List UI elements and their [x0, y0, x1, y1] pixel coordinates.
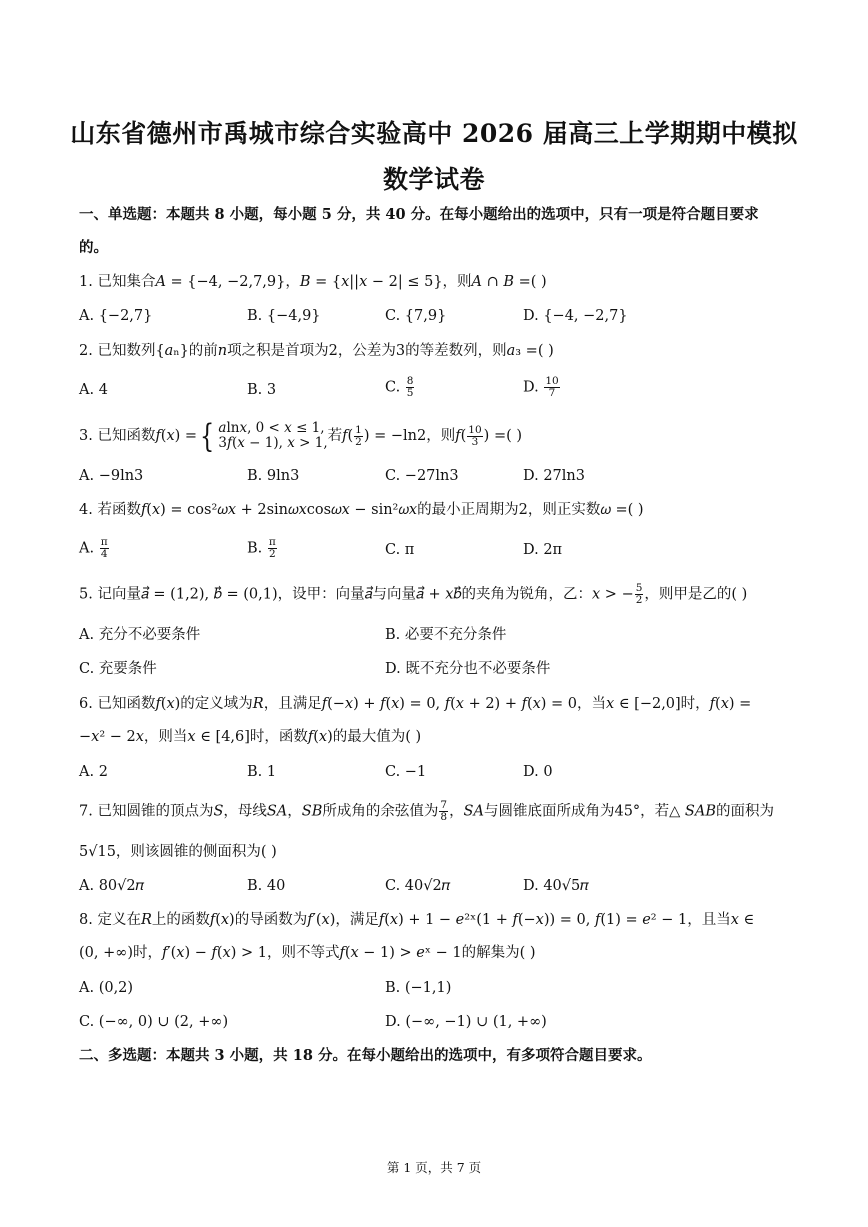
q3-option-c: C. −27ln3 [385, 468, 459, 484]
q2-option-d-label: D. [523, 379, 539, 396]
q3-ten-thirds-fraction: $\frac{10}{3}$ [468, 423, 482, 448]
q3-half-fraction: $\frac{1}{2}$ [355, 423, 362, 448]
q5-option-d: D. 既不充分也不必要条件 [385, 661, 551, 677]
q4-option-a: A. $\frac{\pi}{4}$ [79, 536, 108, 560]
q1-option-a: A. {−2,7} [79, 308, 153, 324]
question-7-stem: 7. 已知圆锥的顶点为𝑆，母线𝑆𝐴，𝑆𝐵所成角的余弦值为 $\frac{7}{8}$ ，𝑆𝐴与圆锥底面所成角为45°，若△ 𝑆𝐴𝐵的面积为 [79, 799, 774, 823]
section2-header: 二、多选题：本题共 3 小题，共 18 分。在每小题给出的选项中，有多项符合题目要求。 [79, 1047, 652, 1064]
q2-option-b: B. 3 [247, 382, 277, 398]
question-7-stem-cont: 5√15，则该圆锥的侧面积为( ) [79, 844, 277, 860]
q2-option-d-fraction: $\frac{10}{7}$ [545, 375, 559, 399]
q7-fraction: $\frac{7}{8}$ [440, 799, 448, 823]
q2-option-a: A. 4 [79, 382, 108, 398]
question-3-stem: 3. 已知函数𝑓(𝑥) ={ 𝑎ln𝑥, 0 < 𝑥 ≤ 1, 3𝑓(𝑥 − 1), 𝑥 > 1, 若𝑓( $\frac{1}{2}$ ) = −ln2，则𝑓( $\frac{10}{3}$ ) =( ) [79, 417, 523, 455]
q5-option-c: C. 充要条件 [79, 661, 157, 677]
q1-option-d: D. {−4, −2,7} [523, 308, 628, 324]
q2-option-c-label: C. [385, 379, 401, 396]
q6-option-a: A. 2 [79, 764, 108, 780]
q7-option-a: A. 80√2𝜋 [79, 878, 145, 894]
q7-option-b: B. 40 [247, 878, 286, 894]
q8-option-a: A. (0,2) [79, 980, 134, 996]
q5-option-a: A. 充分不必要条件 [79, 627, 201, 643]
q8-option-b: B. (−1,1) [385, 980, 452, 996]
q6-option-b: B. 1 [247, 764, 277, 780]
q2-option-c [385, 376, 415, 399]
page-footer: 第 1 页，共 7 页 [386, 1160, 482, 1175]
q8-option-c: C. (−∞, 0) ∪ (2, +∞) [79, 1014, 229, 1030]
exam-title-line1: 山东省德州市禹城市综合实验高中 2026 届高三上学期期中模拟 [70, 119, 798, 148]
q3-piecewise-brace: { [200, 417, 215, 455]
question-1-stem: 1. 已知集合𝐴 = {−4, −2,7,9}，𝐵 = {𝑥||𝑥 − 2| ≤ 5}，则𝐴 ∩ 𝐵 =( ) [79, 274, 547, 290]
q5-fraction: $\frac{5}{2}$ [635, 582, 643, 606]
question-5-stem: 5. 记向量𝑎⃗ = (1,2), 𝑏⃗ = (0,1)，设甲：向量𝑎⃗与向量𝑎⃗ + 𝑥𝑏⃗的夹角为锐角，乙：𝑥 > − $\frac{5}{2}$ ，则甲是乙的( ) [79, 582, 748, 606]
question-6-stem: 6. 已知函数𝑓(𝑥)的定义域为𝑅，且满足𝑓(−𝑥) + 𝑓(𝑥) = 0, 𝑓(𝑥 + 2) + 𝑓(𝑥) = 0，当𝑥 ∈ [−2,0]时，𝑓(𝑥) = [79, 696, 752, 712]
q8-option-d: D. (−∞, −1) ∪ (1, +∞) [385, 1014, 547, 1030]
q1-option-c: C. {7,9} [385, 308, 447, 324]
q4-option-c: C. π [385, 542, 415, 558]
q3-option-b: B. 9ln3 [247, 468, 300, 484]
q4-option-a-fraction: $\frac{\pi}{4}$ [100, 536, 108, 560]
q2-option-d [523, 376, 561, 399]
section1-header-cont: 的。 [79, 239, 108, 256]
q6-option-c: C. −1 [385, 764, 427, 780]
question-8-stem-cont: (0, +∞)时，𝑓′(𝑥) − 𝑓(𝑥) > 1，则不等式𝑓(𝑥 − 1) > 𝑒ˣ − 1的解集为( ) [79, 945, 536, 961]
question-8-stem: 8. 定义在𝑅上的函数𝑓(𝑥)的导函数为𝑓′(𝑥)，满足𝑓(𝑥) + 1 − 𝑒²ˣ(1 + 𝑓(−𝑥)) = 0, 𝑓(1) = 𝑒² − 1，且当𝑥 ∈ [79, 912, 755, 928]
q5-option-b: B. 必要不充分条件 [385, 627, 507, 643]
section1-header: 一、单选题：本题共 8 小题，每小题 5 分，共 40 分。在每小题给出的选项中，只有一项是符合题目要求 [79, 206, 759, 223]
exam-title-line2: 数学试卷 [382, 165, 485, 194]
q4-option-d: D. 2π [523, 542, 563, 558]
q3-option-a: A. −9ln3 [79, 468, 144, 484]
q7-option-d: D. 40√5𝜋 [523, 878, 589, 894]
q7-option-c: C. 40√2𝜋 [385, 878, 451, 894]
q3-piecewise: 𝑎ln𝑥, 0 < 𝑥 ≤ 1, 3𝑓(𝑥 − 1), 𝑥 > 1, [218, 420, 328, 451]
question-6-stem-cont: −𝑥² − 2𝑥，则当𝑥 ∈ [4,6]时，函数𝑓(𝑥)的最大值为( ) [79, 729, 422, 745]
q4-option-b: B. $\frac{\pi}{2}$ [247, 536, 276, 560]
q2-option-c-fraction: $\frac{8}{5}$ [406, 375, 414, 399]
q6-option-d: D. 0 [523, 764, 553, 780]
q1-option-b: B. {−4,9} [247, 308, 321, 324]
question-2-stem: 2. 已知数列{𝑎ₙ}的前𝑛项之积是首项为2，公差为3的等差数列，则𝑎₃ =( ) [79, 343, 554, 359]
q4-option-b-fraction: $\frac{\pi}{2}$ [268, 536, 276, 560]
q3-option-d: D. 27ln3 [523, 468, 585, 484]
question-4-stem: 4. 若函数𝑓(𝑥) = cos²𝜔𝑥 + 2sin𝜔𝑥cos𝜔𝑥 − sin²𝜔𝑥的最小正周期为2，则正实数𝜔 =( ) [79, 502, 644, 518]
